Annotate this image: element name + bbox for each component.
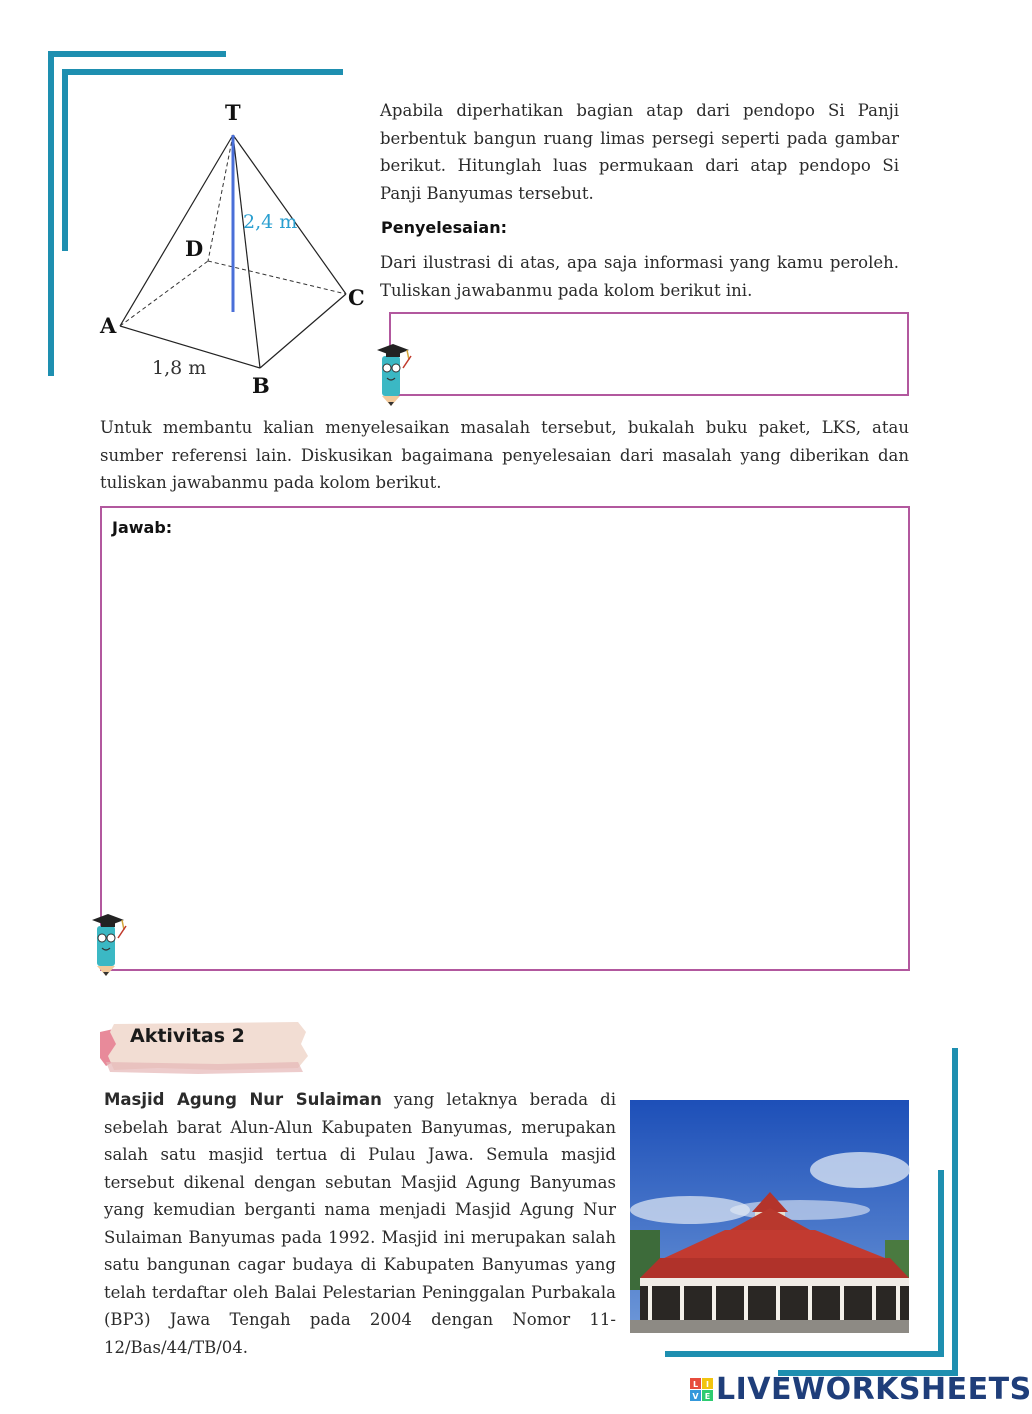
- mosque-photo: [630, 1100, 909, 1333]
- frame-bar-left-inner: [62, 69, 68, 251]
- edge-AD: [120, 261, 208, 326]
- answer-box[interactable]: [100, 506, 910, 971]
- height-dimension-label: 2,4 m: [243, 211, 298, 233]
- frame-bar-right-outer: [952, 1048, 958, 1376]
- base-dimension-label: 1,8 m: [152, 357, 207, 379]
- info-prompt: Dari ilustrasi di atas, apa saja informasi yang kamu peroleh. Tuliskan jawabanmu pada kolom berikut ini.: [380, 253, 899, 300]
- pencil-mascot-icon: [373, 338, 413, 406]
- instruction-text: Untuk membantu kalian menyelesaikan masalah tersebut, bukalah buku paket, LKS, atau sumber referensi lain. Diskusikan bagaimana penyelesaian dari masalah yang diberikan dan tuliskan jawabanmu pada kolom berikut.: [100, 418, 909, 492]
- edge-TA: [120, 135, 233, 326]
- problem-question: Apabila diperhatikan bagian atap dari pendopo Si Panji berbentuk bangun ruang limas persegi seperti pada gambar berikut. Hitunglah luas permukaan dari atap pendopo Si Panji Banyumas tersebut.: [380, 101, 899, 203]
- liveworksheets-brand[interactable]: LIVEWORKSHEETS: [716, 1372, 1032, 1407]
- apex-label-T: T: [225, 100, 241, 125]
- activity-body: yang letaknya berada di sebelah barat Alun-Alun Kabupaten Banyumas, merupakan salah satu masjid tertua di Pulau Jawa. Semula masjid tersebut dikenal dengan sebutan Masjid Agung Banyumas yang kemudian berganti nama menjadi Masjid Agung Nur Sulaiman Banyumas pada 1992. Masjid ini merupakan salah satu bangunan cagar budaya di Kabupaten Banyumas yang telah terdaftar oleh Balai Pelestarian Peninggalan Purbakala (BP3) Jawa Tengah pada 2004 dengan Nomor 11-12/Bas/44/TB/04.: [104, 1090, 616, 1357]
- answer-label: Jawab:: [112, 518, 173, 537]
- activity-title: Aktivitas 2: [130, 1025, 245, 1047]
- logo-letter-l: L: [692, 1380, 699, 1389]
- liveworksheets-logo-icon: [690, 1378, 714, 1402]
- activity-text: [104, 1086, 616, 1361]
- logo-letter-i: I: [706, 1380, 709, 1389]
- info-answer-box[interactable]: [389, 312, 909, 396]
- solution-heading: Penyelesaian:: [381, 218, 507, 237]
- frame-bar-left-outer: [48, 51, 54, 376]
- frame-bar-right-inner: [938, 1170, 944, 1357]
- edge-TB: [233, 135, 260, 368]
- edge-DC: [208, 261, 346, 294]
- edge-BC: [260, 294, 346, 368]
- vertex-label-C: C: [348, 285, 365, 310]
- vertex-label-A: A: [100, 313, 117, 338]
- pencil-mascot-icon: [88, 908, 128, 976]
- vertex-label-B: B: [252, 373, 270, 398]
- frame-bar-top-inner: [62, 69, 343, 75]
- logo-letter-v: V: [692, 1392, 699, 1401]
- vertex-label-D: D: [185, 236, 204, 261]
- edge-TD: [208, 135, 233, 261]
- frame-bar-bottom-inner: [665, 1351, 944, 1357]
- frame-bar-top-outer: [48, 51, 226, 57]
- pyramid-diagram: [90, 95, 380, 405]
- activity-lead-bold: Masjid Agung Nur Sulaiman: [104, 1090, 382, 1109]
- logo-letter-e: E: [704, 1392, 711, 1401]
